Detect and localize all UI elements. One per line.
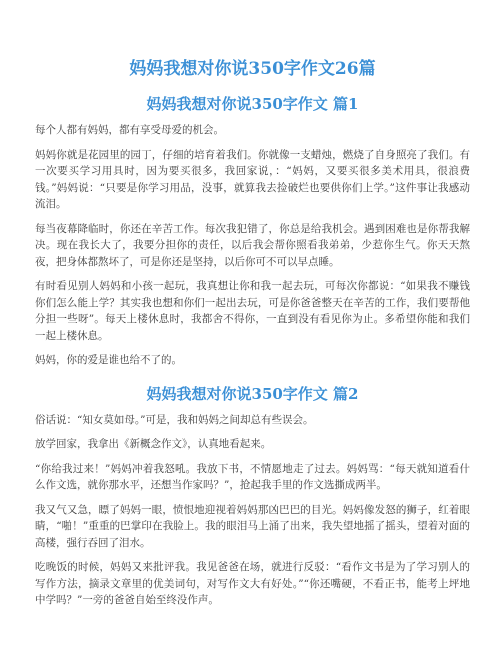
section-1-paragraph: 妈妈，你的爱是谁也给不了的。 <box>35 354 182 366</box>
section-1-heading: 妈妈我想对你说350字作文 篇1 <box>146 95 359 113</box>
section-1-paragraph: 有时看见别人妈妈和小孩一起玩，我真想让你和我一起去玩，可每次你都说：“如果我不赚钱你们怎么能上学？其实我也想和你们一起出去玩，可是你爸爸整天在辛苦的工作，我们要帮他分担一些呀”。每天上楼休息时，我都舍不得你，一直到没有看见你为止。多希望你能和我们一起上楼休息。 <box>35 280 470 342</box>
section-1-paragraph: 妈妈你就是花园里的园丁，仔细的培育着我们。你就像一支蜡烛，燃烧了自身照亮了我们。有一次要买学习用具时，因为要买很多，我回家说，：“妈妈，又要买很多美术用具，很浪费钱。”妈妈说：“只要是你学习用品，没事，就算我去捡破烂也要供你们上学。”这件事让我感动流泪。 <box>35 148 470 210</box>
section-2 <box>35 384 470 609</box>
section-1-paragraph: 每当夜幕降临时，你还在辛苦工作。每次我犯错了，你总是给我机会。遇到困难也是你帮我解决。现在我长大了，我要分担你的责任，以后我会帮你照看我弟弟，少惹你生气。你天天熬夜，把身体都熬坏了，可是你还是坚持，以后你可不可以早点睡。 <box>35 222 470 268</box>
section-2-paragraph: 俗话说：“知女莫如母。”可是，我和妈妈之间却总有些误会。 <box>35 413 314 426</box>
section-2-heading: 妈妈我想对你说350字作文 篇2 <box>146 384 359 403</box>
section-2-paragraph: 我又气又急，瞟了妈妈一眼，愤恨地迎视着妈妈那凶巴巴的目光。妈妈像发怒的狮子，红着眼睛，“啪！”重重的巴掌印在我脸上。我的眼泪马上涌了出来，我失望地摇了摇头，望着对面的高楼，强行吞回了泪水。 <box>35 503 470 549</box>
section-1-paragraph: 每个人都有妈妈，都有享受母爱的机会。 <box>35 124 224 136</box>
section-1 <box>35 94 470 369</box>
document-title: 妈妈我想对你说350字作文26篇 <box>129 59 376 79</box>
section-2-paragraph: 吃晚饭的时候，妈妈又来批评我。我见爸爸在场，就进行反驳：“看作文书是为了学习别人的写作方法，摘录文章里的优美词句，对写作文大有好处。”“你还嘴硬，不看正书，能考上坪地中学吗？”一旁的爸爸自始至终没作声。 <box>35 561 470 606</box>
section-2-paragraph: 放学回家，我拿出《新概念作文》，认真地看起来。 <box>35 438 272 450</box>
section-2-paragraph: “你给我过来！”妈妈冲着我怒吼。我放下书，不情愿地走了过去。妈妈骂：“每天就知道看什么作文选，就你那水平，还想当作家吗？”，抢起我手里的作文选撕成两半。 <box>35 462 470 491</box>
